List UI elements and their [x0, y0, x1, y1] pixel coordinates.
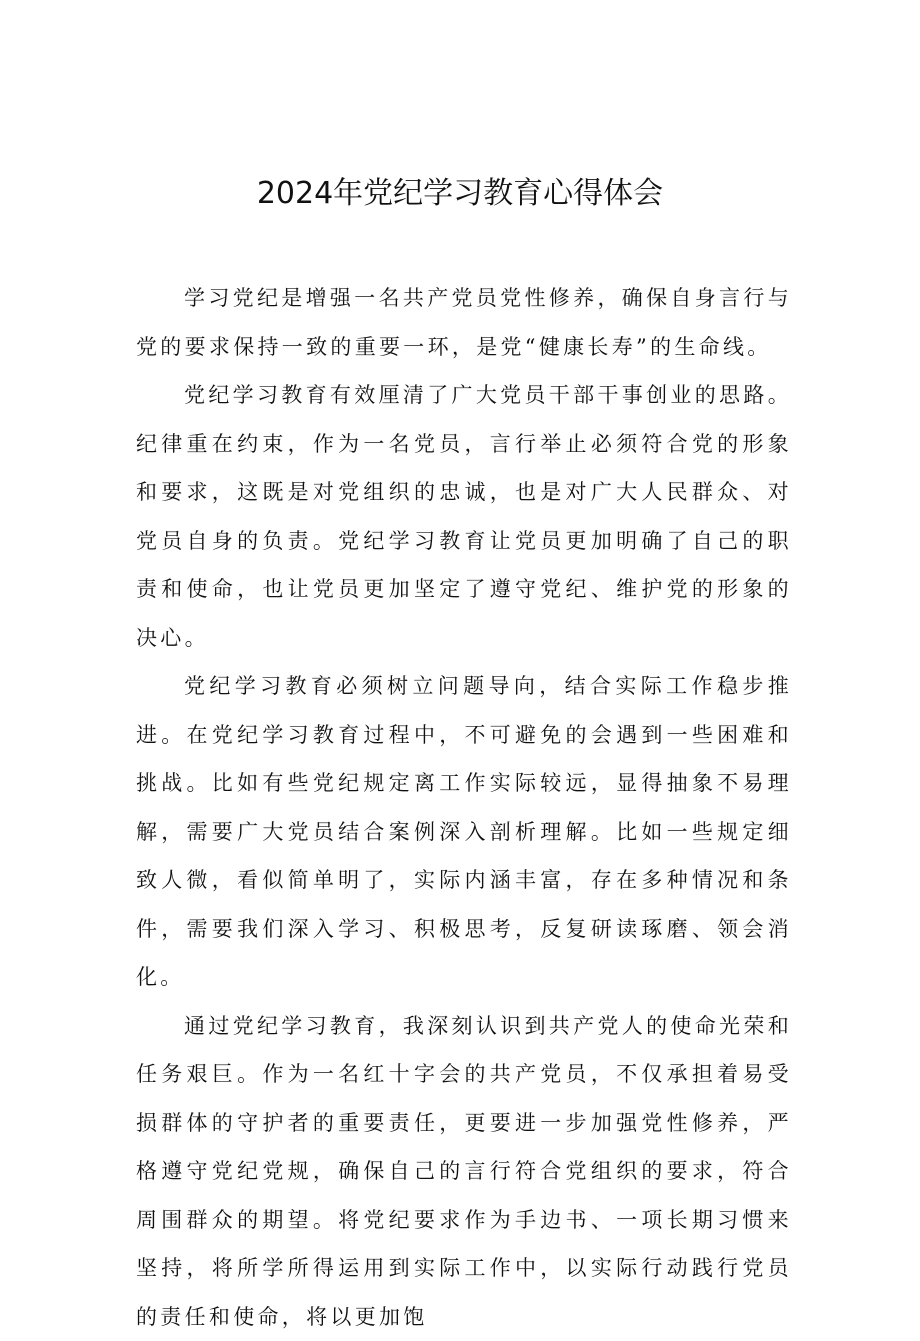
document-body — [136, 274, 792, 1341]
paragraph-1: 学习党纪是增强一名共产党员党性修养，确保自身言行与党的要求保持一致的重要一环，是党“健康长寿”的生命线。 — [136, 274, 792, 371]
paragraph-2: 党纪学习教育有效厘清了广大党员干部干事创业的思路。纪律重在约束，作为一名党员，言行举止必须符合党的形象和要求，这既是对党组织的忠诚，也是对广大人民群众、对党员自身的负责。党纪学习教育让党员更加明确了自己的职责和使命，也让党员更加坚定了遵守党纪、维护党的形象的决心。 — [136, 371, 792, 662]
paragraph-4: 通过党纪学习教育，我深刻认识到共产党人的使命光荣和任务艰巨。作为一名红十字会的共产党员，不仅承担着易受损群体的守护者的重要责任，更要进一步加强党性修养，严格遵守党纪党规，确保自己的言行符合党组织的要求，符合周围群众的期望。将党纪要求作为手边书、一项长期习惯来坚持，将所学所得运用到实际工作中，以实际行动践行党员的责任和使命，将以更加饱 — [136, 1002, 792, 1341]
document-title: 2024年党纪学习教育心得体会 — [0, 172, 920, 216]
paragraph-3: 党纪学习教育必须树立问题导向，结合实际工作稳步推进。在党纪学习教育过程中，不可避免的会遇到一些困难和挑战。比如有些党纪规定离工作实际较远，显得抽象不易理解，需要广大党员结合案例深入剖析理解。比如一些规定细致人微，看似简单明了，实际内涵丰富，存在多种情况和条件，需要我们深入学习、积极思考，反复研读琢磨、领会消化。 — [136, 662, 792, 1002]
